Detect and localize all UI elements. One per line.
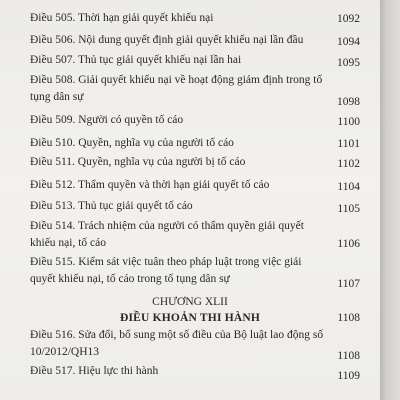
toc-entry-label: Điều 511. Quyền, nghĩa vụ của người bị tố cáo bbox=[30, 156, 246, 168]
toc-entry-label: Điều 506. Nội dung quyết định giải quyết khiếu nại lần đầu bbox=[30, 34, 304, 46]
toc-entry-page: 1108 bbox=[337, 350, 360, 362]
toc-entry-page: 1100 bbox=[337, 116, 360, 128]
toc-entry-label-continued: tụng dân sự bbox=[30, 91, 84, 103]
page-edge-shadow bbox=[380, 0, 400, 400]
toc-entry-page: 1094 bbox=[337, 36, 360, 48]
toc-entry-label: Điều 515. Kiểm sát việc tuân theo pháp luật trong việc giải bbox=[30, 256, 302, 268]
toc-entry-page: 1107 bbox=[337, 278, 360, 290]
toc-entry-label: Điều 510. Quyền, nghĩa vụ của người tố cáo bbox=[30, 137, 234, 149]
toc-entry-page: 1102 bbox=[337, 158, 360, 170]
toc-entry-label-continued: quyết khiếu nại, tố cáo trong tố tụng dân sự bbox=[30, 273, 230, 285]
toc-entry-page: 1098 bbox=[337, 96, 360, 108]
toc-entry-page: 1101 bbox=[337, 138, 360, 150]
toc-entry-page: 1095 bbox=[337, 57, 360, 69]
toc-entry-label: Điều 512. Thẩm quyền và thời hạn giải quyết tố cáo bbox=[30, 179, 270, 191]
toc-entry-label-continued: khiếu nại, tố cáo bbox=[30, 237, 107, 249]
toc-entry-label: Điều 509. Người có quyền tố cáo bbox=[30, 114, 184, 126]
toc-entry-label: Điều 514. Trách nhiệm của người có thẩm quyền giải quyết bbox=[30, 220, 304, 232]
toc-entry-page: 1106 bbox=[337, 238, 360, 250]
toc-entry-label: Điều 516. Sửa đổi, bổ sung một số điều của Bộ luật lao động số bbox=[30, 329, 324, 341]
toc-entry-page: 1105 bbox=[337, 203, 360, 215]
chapter-number: CHƯƠNG XLII bbox=[152, 296, 228, 308]
toc-entry-page: 1104 bbox=[337, 181, 360, 193]
toc-entry-label-continued: 10/2012/QH13 bbox=[30, 346, 99, 358]
toc-entry-label: Điều 507. Thủ tục giải quyết khiếu nại lần hai bbox=[30, 54, 242, 66]
toc-entry-page: 1109 bbox=[337, 370, 360, 382]
toc-entry-label: Điều 505. Thời hạn giải quyết khiếu nại bbox=[30, 12, 214, 24]
toc-entry-label: Điều 513. Thủ tục giải quyết tố cáo bbox=[30, 200, 193, 212]
chapter-page: 1108 bbox=[337, 312, 360, 324]
toc-entry-page: 1092 bbox=[337, 13, 360, 25]
chapter-title: ĐIỀU KHOẢN THI HÀNH bbox=[119, 312, 260, 324]
toc-entry-label: Điều 508. Giải quyết khiếu nại về hoạt động giám định trong tố bbox=[30, 74, 323, 86]
toc-entry-label: Điều 517. Hiệu lực thi hành bbox=[30, 365, 159, 377]
